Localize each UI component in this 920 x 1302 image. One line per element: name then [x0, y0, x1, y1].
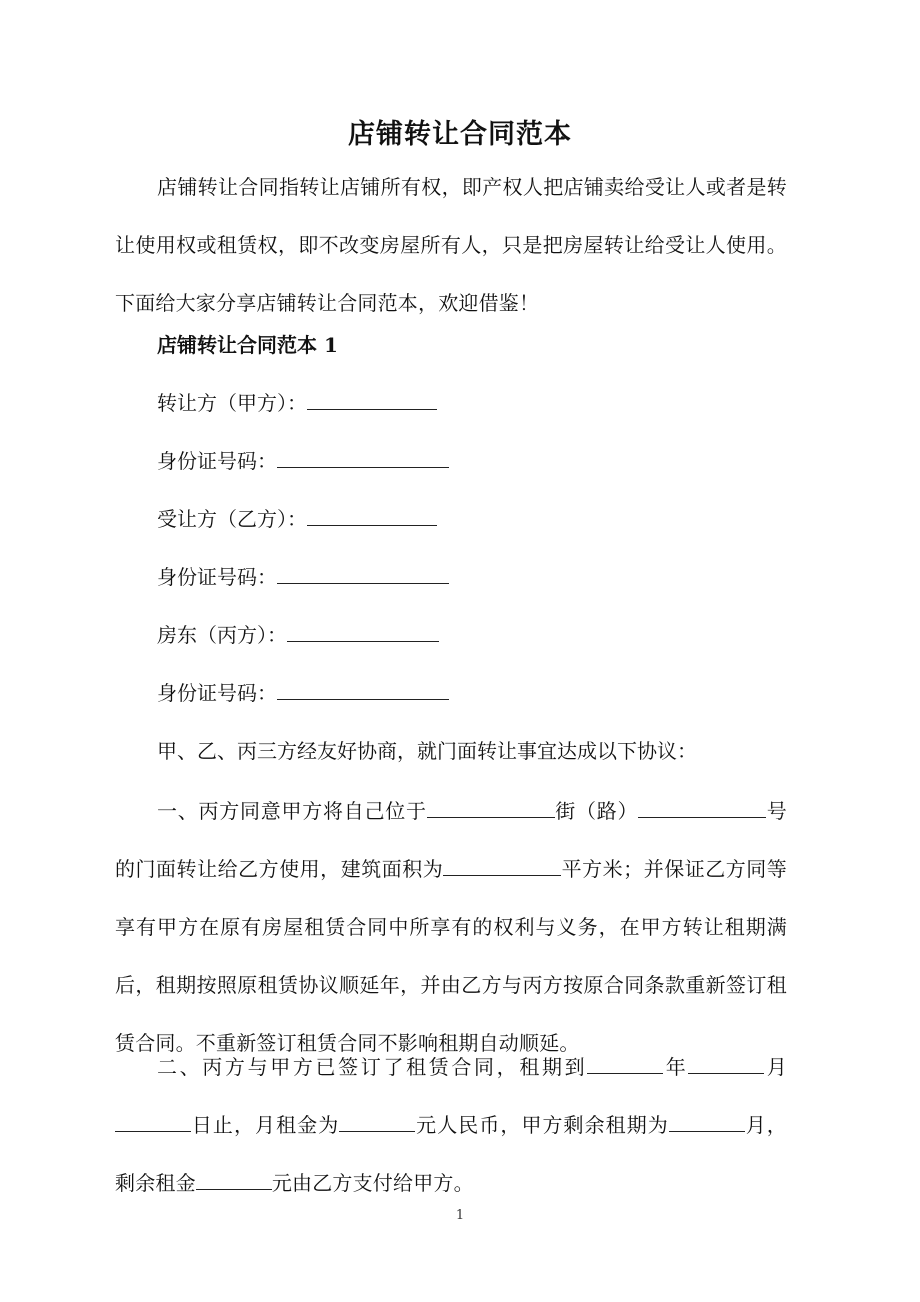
landlord-id-blank [277, 679, 449, 700]
transferee-id-blank [277, 563, 449, 584]
year-blank [587, 1053, 663, 1074]
clause-2-text-6: 月，剩余租金 [115, 1113, 787, 1195]
document-title: 店铺转让合同范本 [348, 119, 572, 150]
landlord-blank [287, 621, 439, 642]
transferee-id-label: 身份证号码： [157, 565, 277, 589]
month-blank [688, 1053, 764, 1074]
clause-2-text-4: 日止，月租金为 [191, 1113, 340, 1137]
clause-2-text-5: 元人民币，甲方剩余租期为 [415, 1113, 669, 1137]
transferor-label: 转让方（甲方）： [157, 391, 307, 415]
intro-paragraph: 店铺转让合同指转让店铺所有权，即产权人把店铺卖给受让人或者是转让使用权或租赁权，即不改变房屋所有人，只是把房屋转让给受让人使用。下面给大家分享店铺转让合同范本，欢迎借鉴！ [115, 175, 787, 315]
rent-blank [339, 1111, 415, 1132]
street-blank [427, 797, 555, 818]
section-heading: 店铺转让合同范本 1 [157, 333, 338, 357]
clause-1 [115, 782, 787, 1072]
number-blank [638, 797, 766, 818]
transferee-field [157, 504, 437, 534]
clause-2-text-1: 二、丙方与甲方已签订了租赁合同，租期到 [157, 1055, 588, 1079]
transferee-blank [307, 505, 437, 526]
landlord-id-field [157, 678, 449, 708]
clause-2-text-7: 元由乙方支付给甲方。 [271, 1171, 474, 1195]
clause-1-text-2: 街（路） [554, 799, 639, 823]
remaining-term-blank [669, 1111, 745, 1132]
clause-2-text-3: 月 [764, 1055, 787, 1079]
clause-1-text-1: 一、丙方同意甲方将自己位于 [157, 799, 427, 823]
transferor-id-blank [277, 447, 449, 468]
clause-1-text-3: 号的门面转让给乙方使用，建筑面积为 [115, 799, 787, 881]
transferee-id-field [157, 562, 449, 592]
transferee-label: 受让方（乙方）： [157, 507, 307, 531]
area-blank [443, 855, 561, 876]
transferor-blank [307, 389, 437, 410]
agreement-intro: 甲、乙、丙三方经友好协商，就门面转让事宜达成以下协议： [157, 739, 697, 763]
transferor-field [157, 388, 437, 418]
transferor-id-field [157, 446, 449, 476]
clause-1-text-4: 平方米；并保证乙方同等享有甲方在原有房屋租赁合同中所享有的权利与义务，在甲方转让租期满后，租期按照原租赁协议顺延年，并由乙方与丙方按原合同条款重新签订租赁合同。不重新签订租赁合同不影响租期自动顺延。 [115, 857, 787, 1055]
clause-2-text-2: 年 [663, 1055, 689, 1079]
day-blank [115, 1111, 191, 1132]
landlord-label: 房东（丙方）： [157, 623, 287, 647]
landlord-field [157, 620, 439, 650]
clause-2 [115, 1038, 787, 1212]
landlord-id-label: 身份证号码： [157, 681, 277, 705]
remaining-rent-blank [196, 1169, 272, 1190]
transferor-id-label: 身份证号码： [157, 449, 277, 473]
page-number: 1 [455, 1208, 465, 1223]
